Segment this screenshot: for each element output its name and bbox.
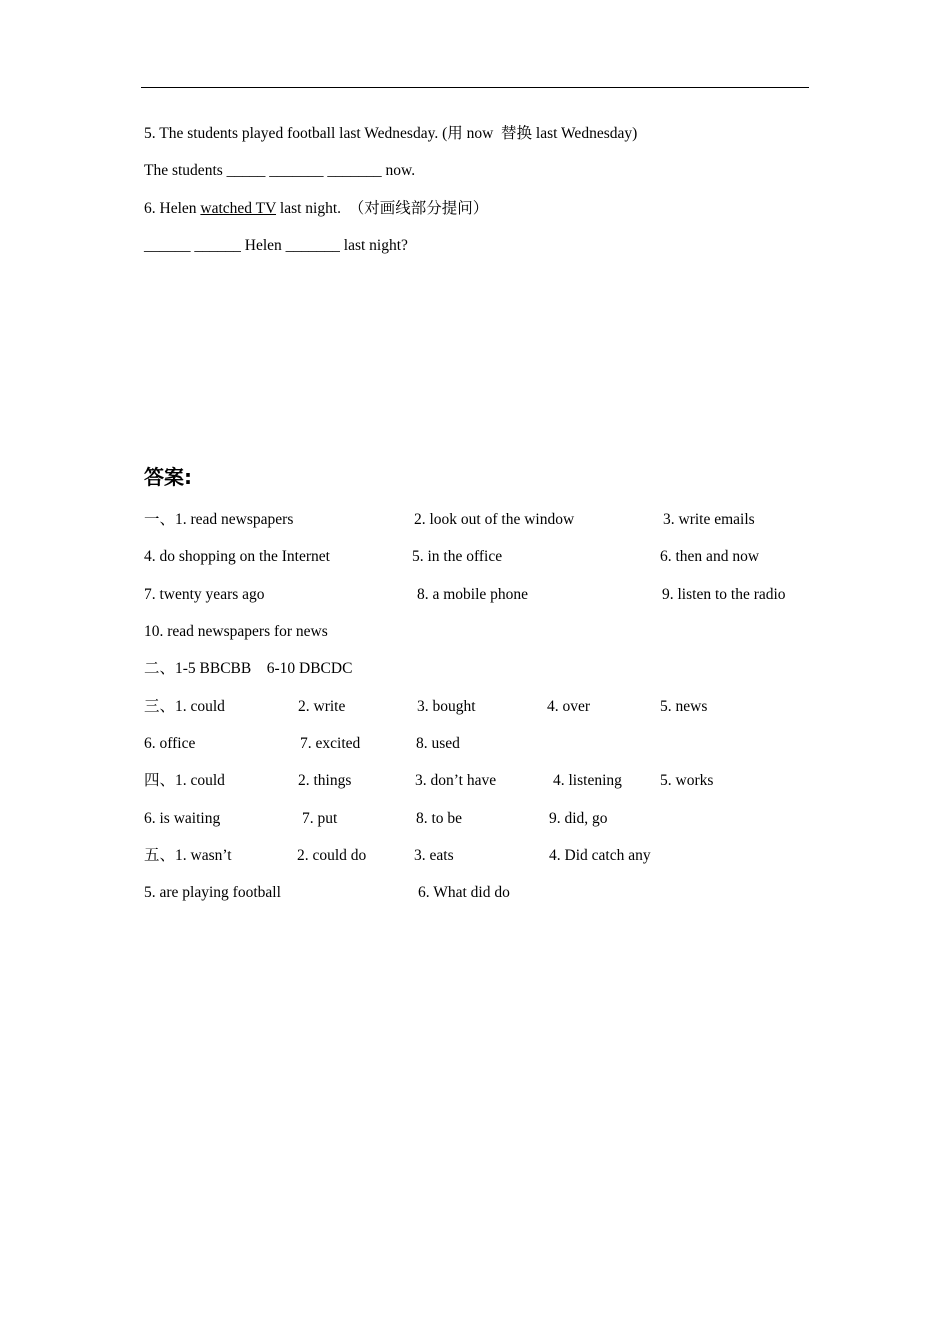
header-rule bbox=[141, 87, 809, 88]
answer-s4-2: 2. things bbox=[298, 772, 352, 789]
answer-s1-2: 2. look out of the window bbox=[414, 511, 575, 528]
answer-s1-4: 4. do shopping on the Internet bbox=[144, 548, 330, 565]
question-5-answer-line: The students _____ _______ _______ now. bbox=[144, 162, 416, 179]
question-5-prompt: 5. The students played football last Wednesday. (用 now 替换 last Wednesday) bbox=[144, 125, 638, 142]
answer-s1-7: 7. twenty years ago bbox=[144, 586, 265, 603]
answer-s3-6: 6. office bbox=[144, 735, 196, 752]
answer-s1-9: 9. listen to the radio bbox=[662, 586, 786, 603]
answer-s3-7: 7. excited bbox=[300, 735, 361, 752]
question-6-underlined-phrase: watched TV bbox=[200, 200, 277, 217]
answer-s3-1: 三、1. could bbox=[144, 698, 225, 715]
answer-s5-5: 5. are playing football bbox=[144, 884, 281, 901]
answer-s4-3: 3. don’t have bbox=[415, 772, 497, 789]
answer-s4-5: 5. works bbox=[660, 772, 714, 789]
answer-s3-5: 5. news bbox=[660, 698, 708, 715]
answer-s1-3: 3. write emails bbox=[663, 511, 755, 528]
question-6-prompt-pre: 6. Helen bbox=[144, 200, 201, 217]
question-6-answer-line: ______ ______ Helen _______ last night? bbox=[144, 237, 408, 254]
answer-s3-2: 2. write bbox=[298, 698, 346, 715]
answer-s2: 二、1-5 BBCBB 6-10 DBCDC bbox=[144, 660, 353, 677]
answers-heading: 答案: bbox=[144, 465, 192, 489]
question-6-prompt-post: last night. （对画线部分提问） bbox=[276, 200, 489, 217]
answer-s4-4: 4. listening bbox=[553, 772, 622, 789]
answer-s3-8: 8. used bbox=[416, 735, 460, 752]
answer-s5-1: 五、1. wasn’t bbox=[144, 847, 232, 864]
answer-s4-6: 6. is waiting bbox=[144, 810, 221, 827]
answer-s5-4: 4. Did catch any bbox=[549, 847, 651, 864]
answer-s1-6: 6. then and now bbox=[660, 548, 760, 565]
answer-s1-1: 一、1. read newspapers bbox=[144, 511, 294, 528]
answer-s4-9: 9. did, go bbox=[549, 810, 608, 827]
answer-s1-8: 8. a mobile phone bbox=[417, 586, 529, 603]
answer-s5-2: 2. could do bbox=[297, 847, 367, 864]
answer-s4-7: 7. put bbox=[302, 810, 338, 827]
answer-s3-3: 3. bought bbox=[417, 698, 476, 715]
answer-s3-4: 4. over bbox=[547, 698, 591, 715]
answer-s5-6: 6. What did do bbox=[418, 884, 510, 901]
answer-s1-5: 5. in the office bbox=[412, 548, 503, 565]
answer-s4-8: 8. to be bbox=[416, 810, 463, 827]
answer-s1-10: 10. read newspapers for news bbox=[144, 623, 328, 640]
question-6-prompt bbox=[144, 199, 488, 219]
answer-s4-1: 四、1. could bbox=[144, 772, 225, 789]
answer-s5-3: 3. eats bbox=[414, 847, 454, 864]
